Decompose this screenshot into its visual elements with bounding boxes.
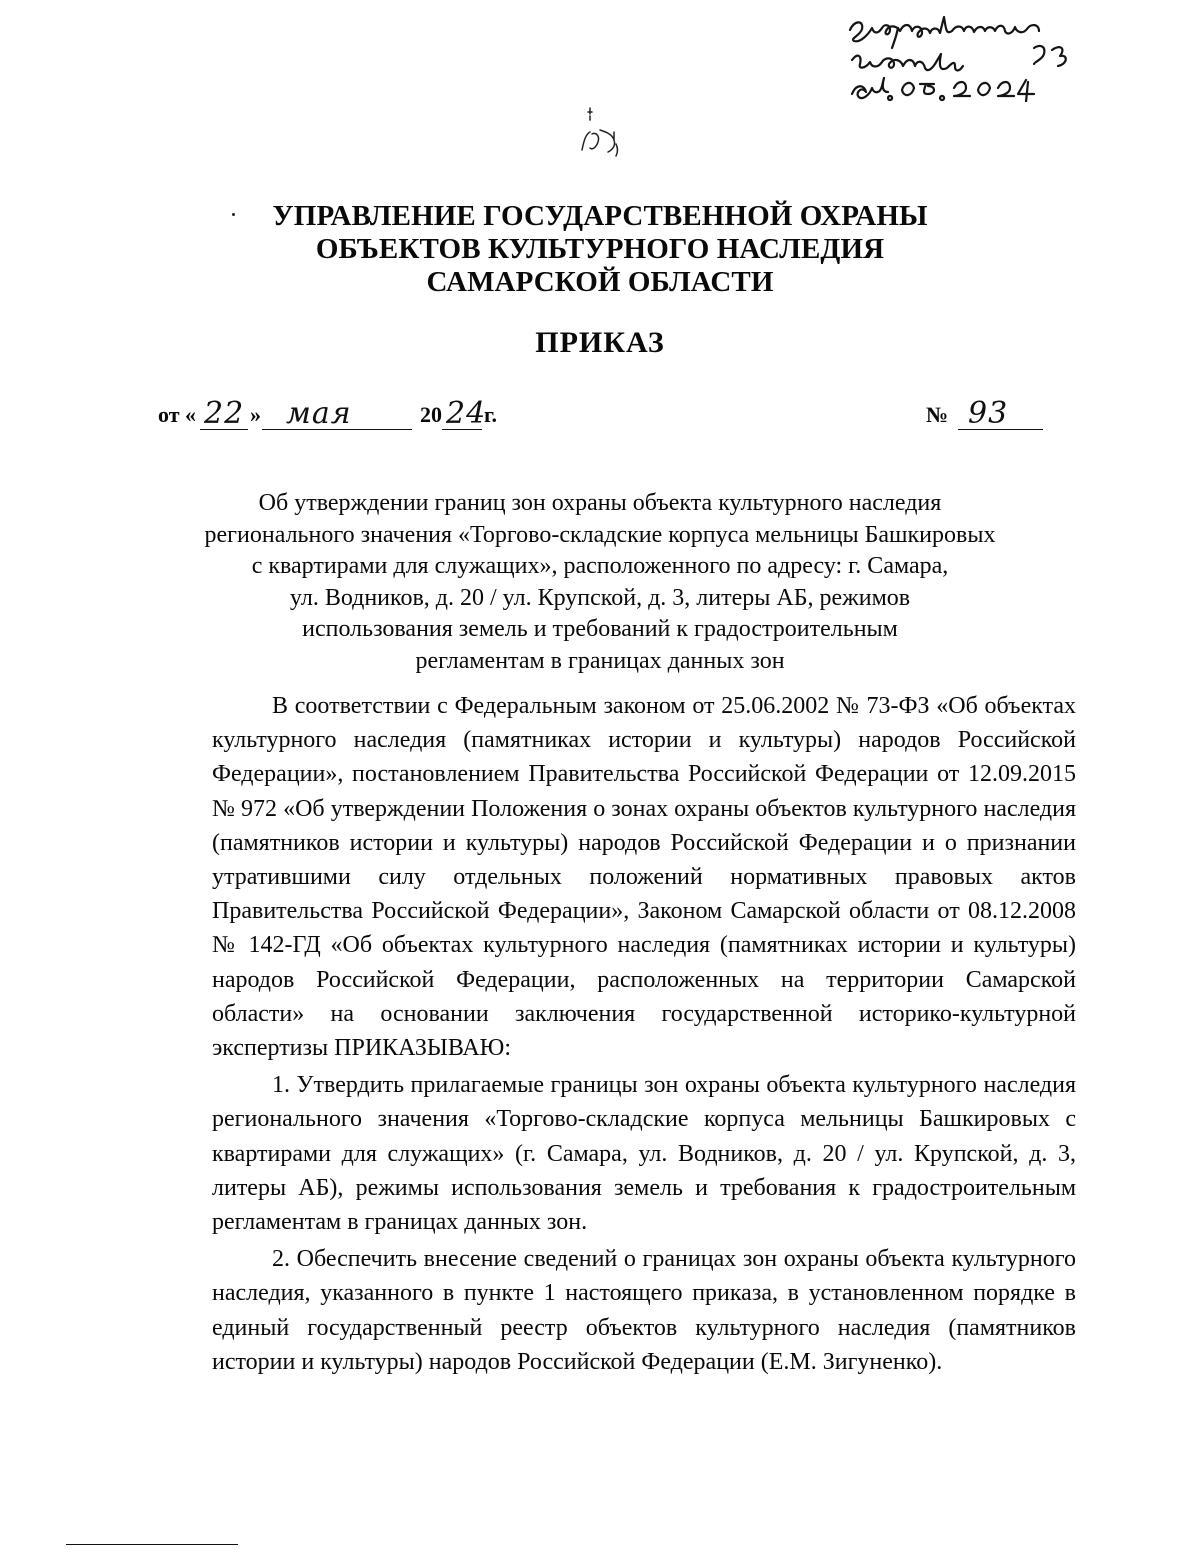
agency-line: УПРАВЛЕНИЕ ГОСУДАРСТВЕННОЙ ОХРАНЫ (272, 200, 928, 232)
order-number-handwritten: 93 (968, 396, 1009, 431)
agency-name (200, 200, 1000, 299)
order-number-label: № (926, 402, 949, 427)
order-body (212, 689, 1076, 1379)
order-item-1: 1. Утвердить прилагаемые границы зон охраны объекта культурного наследия регионального значения «Торгово-складские корпуса мельницы Башкировых с квартирами для служащих» (г. Самара, ул. Водников, д. 20 / ул. Крупской, д. 3, литеры АБ), режимы использования земель и требования к градостроительным регламентам в границах данных зон. (212, 1072, 1076, 1236)
preamble-paragraph: В соответствии с Федеральным законом от 25.06.2002 № 73-ФЗ «Об объектах культурного наследия (памятниках истории и культуры) народов Российской Федерации», постановлением Правительства Российской Федерации от 12.09.2015 № 972 «Об утверждении Положения о зонах охраны объектов культурного наследия (памятников истории и культуры) народов Российской Федерации и о признании утратившими силу отдельных положений нормативных правовых актов Правительства Российской Федерации», Законом Самарской области от 08.12.2008 № 142-ГД «Об объектах культурного наследия (памятниках истории и культуры) народов Российской Федерации, расположенных на территории Самарской области» на основании заключения государственной историко-культурной экспертизы ПРИКАЗЫВАЮ: (212, 693, 1076, 1062)
date-from-label: от « (158, 402, 197, 427)
title-line: регламентам в границах данных зон (415, 647, 785, 674)
order-item-2: 2. Обеспечить внесение сведений о границах зон охраны объекта культурного наследия, указанного в пункте 1 настоящего приказа, в установленном порядке в единый государственный реестр объектов культурного наследия (памятников истории и культуры) народов Российской Федерации (Е.М. Зигуненко). (212, 1246, 1076, 1375)
handwritten-registration-note (838, 4, 1138, 102)
date-year-label: г. (484, 402, 498, 427)
stamp-mark (570, 104, 630, 162)
title-line: ул. Водников, д. 20 / ул. Крупской, д. 3, литеры АБ, режимов (289, 584, 911, 611)
order-date-number-line (158, 390, 1043, 440)
order-title (150, 488, 1050, 678)
date-month-handwritten: мая (286, 396, 352, 431)
date-close-quote: » (250, 402, 261, 427)
title-line: регионального значения «Торгово-складские корпуса мельницы Башкировых (204, 521, 996, 548)
date-day-handwritten: 22 (204, 396, 245, 431)
footnote-separator (66, 1544, 238, 1545)
title-line: Об утверждении границ зон охраны объекта культурного наследия (258, 490, 942, 516)
title-line: использования земель и требований к градостроительным (302, 616, 898, 643)
agency-line: ОБЪЕКТОВ КУЛЬТУРНОГО НАСЛЕДИЯ (315, 233, 885, 265)
agency-line: САМАРСКОЙ ОБЛАСТИ (426, 266, 774, 298)
date-year-handwritten: 24 (446, 396, 487, 431)
document-type-heading: ПРИКАЗ (535, 326, 665, 359)
date-year-prefix: 20 (420, 402, 442, 427)
title-line: с квартирами для служащих», расположенного по адресу: г. Самара, (251, 553, 949, 580)
